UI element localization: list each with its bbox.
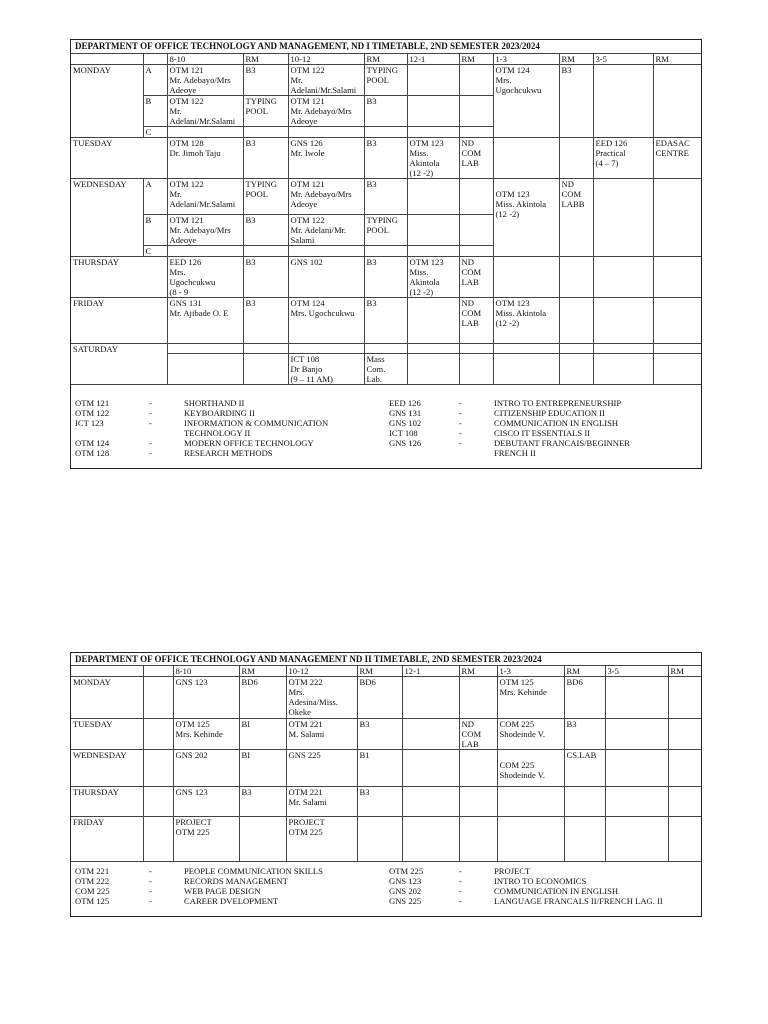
header-rm: RM: [559, 53, 593, 64]
room-cell: B3: [364, 95, 407, 126]
table-row: [71, 787, 701, 817]
nd1-title: DEPARTMENT OF OFFICE TECHNOLOGY AND MANAGEMENT, ND I TIMETABLE, 2ND SEMESTER 2023/2024: [71, 40, 701, 53]
header-3-5: 3-5: [593, 53, 653, 64]
header-3-5: 3-5: [605, 666, 668, 677]
slot-cell: [593, 353, 653, 384]
day-thursday: THURSDAY: [71, 256, 167, 297]
room-cell: ND COM LABB: [559, 178, 593, 256]
nd2-header-row: [71, 666, 701, 677]
slot-cell: [605, 719, 668, 750]
legend-desc: CITIZENSHIP EDUCATION II: [494, 408, 605, 418]
slot-cell: PROJECT OTM 225: [286, 817, 357, 862]
legend-desc: SHORTHAND II: [184, 398, 245, 408]
slot-cell: OTM 123 Miss. Akintola (12 -2): [407, 137, 459, 178]
table-row: [71, 677, 701, 719]
slot-cell: [407, 64, 459, 95]
room-cell: ND COM LAB: [459, 137, 493, 178]
legend-dash: -: [149, 876, 152, 886]
slot-cell: [167, 343, 243, 353]
room-cell: [459, 126, 493, 137]
slot-cell: OTM 122 Mr. Adelani/Mr.Salami: [167, 95, 243, 126]
room-cell: [653, 64, 701, 137]
slot-cell: [493, 343, 559, 353]
header-rm: RM: [459, 53, 493, 64]
slot-cell: [605, 787, 668, 817]
legend-desc: COMMUNICATION IN ENGLISH: [494, 418, 619, 428]
room-cell: B3: [564, 719, 605, 750]
group-cell: [143, 719, 173, 750]
header-rm: RM: [239, 666, 286, 677]
header-cell: [143, 53, 167, 64]
legend-desc: INTRO TO ENTREPRENEURSHIP: [494, 398, 622, 408]
legend-code: ICT 123: [75, 418, 104, 428]
slot-cell: [605, 677, 668, 719]
slot-cell: OTM 121 Mr. Adebayo/Mrs Adeoye: [288, 95, 364, 126]
room-cell: TYPING POOL: [364, 214, 407, 245]
room-cell: [239, 817, 286, 862]
legend-code: OTM 125: [75, 896, 110, 906]
slot-cell: OTM 121 Mr. Adebayo/Mrs Adeoye: [167, 64, 243, 95]
slot-cell: [402, 719, 459, 750]
header-rm: RM: [564, 666, 605, 677]
legend-desc: RESEARCH METHODS: [184, 448, 273, 458]
header-1-3: 1-3: [493, 53, 559, 64]
slot-cell: [605, 817, 668, 862]
slot-cell: OTM 121 Mr. Adebayo/Mrs Adeoye: [288, 178, 364, 214]
legend-desc: INFORMATION & COMMUNICATION TECHNOLOGY II: [184, 418, 329, 438]
header-1-3: 1-3: [497, 666, 564, 677]
nd1-header-row: [71, 53, 701, 64]
slot-cell: [407, 126, 459, 137]
table-row: [71, 64, 701, 95]
header-cell: [71, 53, 143, 64]
slot-cell: OTM 124 Mrs. Ugochcukwu: [288, 297, 364, 343]
legend-dash: -: [149, 896, 152, 906]
slot-cell: [593, 256, 653, 297]
header-cell: [143, 666, 173, 677]
legend-code: OTM 222: [75, 876, 110, 886]
slot-cell: GNS 126 Mr. Iwole: [288, 137, 364, 178]
slot-cell: PROJECT OTM 225: [173, 817, 239, 862]
room-cell: B3: [243, 64, 288, 95]
legend-dash: -: [149, 398, 152, 408]
room-cell: BD6: [564, 677, 605, 719]
room-cell: [653, 343, 701, 353]
room-cell: [459, 178, 493, 214]
slot-cell: COM 225 Shodeinde V.: [497, 750, 564, 787]
room-cell: [564, 817, 605, 862]
slot-cell: GNS 123: [173, 787, 239, 817]
slot-cell: [167, 245, 243, 256]
room-cell: [459, 64, 493, 95]
header-10-12: 10-12: [288, 53, 364, 64]
day-monday: MONDAY: [71, 677, 143, 719]
room-cell: [653, 178, 701, 256]
legend-code: OTM 128: [75, 448, 110, 458]
legend-dash: -: [149, 448, 152, 458]
nd2-course-legend: [71, 866, 701, 914]
room-cell: [459, 353, 493, 384]
slot-cell: [593, 178, 653, 256]
legend-code: GNS 123: [389, 876, 422, 886]
slot-cell: EED 126 Practical (4 – 7): [593, 137, 653, 178]
slot-cell: [407, 245, 459, 256]
room-cell: BI: [239, 750, 286, 787]
room-cell: B3: [243, 297, 288, 343]
room-cell: [459, 214, 493, 245]
room-cell: TYPING POOL: [364, 64, 407, 95]
day-friday: FRIDAY: [71, 817, 143, 862]
room-cell: [364, 343, 407, 353]
room-cell: B3: [364, 256, 407, 297]
room-cell: B3: [243, 214, 288, 245]
slot-cell: [593, 64, 653, 137]
legend-dash: -: [459, 886, 462, 896]
slot-cell: [167, 353, 243, 384]
day-friday: FRIDAY: [71, 297, 167, 343]
legend-desc: KEYBOARDING II: [184, 408, 255, 418]
slot-cell: OTM 122 Mr. Adelani/Mr.Salami: [167, 178, 243, 214]
slot-cell: OTM 123 Miss. Akintola (12 -2): [493, 297, 559, 343]
slot-cell: [407, 343, 459, 353]
room-cell: B3: [239, 787, 286, 817]
room-cell: TYPING POOL: [243, 95, 288, 126]
slot-cell: OTM 122 Mr. Adelani/Mr. Salami: [288, 214, 364, 245]
slot-cell: GNS 131 Mr. Ajibade O. E: [167, 297, 243, 343]
legend-desc: COMMUNICATION IN ENGLISH: [494, 886, 619, 896]
slot-cell: [493, 353, 559, 384]
legend-desc: DEBUTANT FRANCAIS/BEGINNER FRENCH II: [494, 438, 630, 458]
room-cell: [559, 297, 593, 343]
legend-code: GNS 131: [389, 408, 422, 418]
header-12-1: 12-1: [402, 666, 459, 677]
header-8-10: 8-10: [173, 666, 239, 677]
header-rm: RM: [364, 53, 407, 64]
legend-code: GNS 102: [389, 418, 422, 428]
room-cell: TYPING POOL: [243, 178, 288, 214]
nd2-title: DEPARTMENT OF OFFICE TECHNOLOGY AND MANAGEMENT ND II TIMETABLE, 2ND SEMESTER 2023/2024: [71, 653, 701, 666]
table-row: [71, 178, 701, 214]
nd1-timetable-frame: [70, 39, 702, 469]
room-cell: [559, 256, 593, 297]
legend-dash: -: [459, 418, 462, 428]
slot-cell: OTM 121 Mr. Adebayo/Mrs Adeoye: [167, 214, 243, 245]
room-cell: [653, 353, 701, 384]
room-cell: B3: [364, 137, 407, 178]
room-cell: [459, 245, 493, 256]
slot-cell: GNS 123: [173, 677, 239, 719]
slot-cell: OTM 221 Mr. Salami: [286, 787, 357, 817]
room-cell: B3: [559, 64, 593, 137]
room-cell: B3: [364, 178, 407, 214]
room-cell: [668, 677, 701, 719]
slot-cell: [605, 750, 668, 787]
group-label: C: [143, 245, 167, 256]
room-cell: [668, 817, 701, 862]
room-cell: CS.LAB: [564, 750, 605, 787]
room-cell: [364, 245, 407, 256]
slot-cell: OTM 128 Dr. Jimoh Taju: [167, 137, 243, 178]
legend-desc: RECORDS MANAGEMENT: [184, 876, 288, 886]
room-cell: B3: [243, 137, 288, 178]
legend-dash: -: [459, 896, 462, 906]
slot-cell: [167, 126, 243, 137]
group-cell: [143, 787, 173, 817]
group-label: B: [143, 95, 167, 126]
legend-desc: CAREER DVELOPMENT: [184, 896, 279, 906]
room-cell: [459, 817, 497, 862]
room-cell: [459, 750, 497, 787]
wed-1-3-text: OTM 123 Miss. Akintola (12 -2): [495, 188, 547, 219]
room-cell: [653, 297, 701, 343]
room-cell: [559, 343, 593, 353]
room-cell: [668, 787, 701, 817]
slot-cell: [288, 126, 364, 137]
header-rm: RM: [243, 53, 288, 64]
room-cell: [459, 95, 493, 126]
legend-dash: -: [149, 418, 152, 428]
slot-cell: [407, 353, 459, 384]
slot-cell: [493, 178, 559, 256]
nd1-course-legend: [71, 398, 701, 468]
room-cell: [243, 343, 288, 353]
group-label: A: [143, 178, 167, 214]
day-tuesday: TUESDAY: [71, 719, 143, 750]
header-rm: RM: [357, 666, 402, 677]
legend-dash: -: [459, 428, 462, 438]
header-cell: [71, 666, 143, 677]
legend-dash: -: [149, 866, 152, 876]
legend-code: OTM 221: [75, 866, 110, 876]
room-cell: B1: [357, 750, 402, 787]
group-label: C: [143, 126, 167, 137]
slot-cell: [407, 95, 459, 126]
legend-desc: PEOPLE COMMUNICATION SKILLS: [184, 866, 323, 876]
room-cell: [459, 787, 497, 817]
header-rm: RM: [668, 666, 701, 677]
slot-cell: COM 225 Shodeinde V.: [497, 719, 564, 750]
room-cell: [243, 353, 288, 384]
legend-dash: -: [459, 866, 462, 876]
slot-cell: OTM 124 Mrs. Ugochcukwu: [493, 64, 559, 137]
table-row: [71, 817, 701, 862]
legend-desc: INTRO TO ECONOMICS: [494, 876, 587, 886]
legend-desc: LANGUAGE FRANCALS II/FRENCH LAG. II: [494, 896, 663, 906]
day-monday: MONDAY: [71, 64, 143, 137]
legend-code: ICT 108: [389, 428, 418, 438]
nd2-timetable: [71, 653, 701, 862]
legend-code: OTM 122: [75, 408, 110, 418]
header-8-10: 8-10: [167, 53, 243, 64]
slot-cell: OTM 221 M. Salami: [286, 719, 357, 750]
legend-desc: PROJECT: [494, 866, 531, 876]
legend-dash: -: [149, 886, 152, 896]
room-cell: BD6: [357, 677, 402, 719]
nd1-timetable: [71, 40, 701, 385]
legend-code: EED 126: [389, 398, 421, 408]
legend-code: COM 225: [75, 886, 110, 896]
legend-code: OTM 124: [75, 438, 110, 448]
slot-cell: GNS 202: [173, 750, 239, 787]
table-row: [71, 343, 701, 353]
slot-cell: OTM 125 Mrs. Kehinde: [497, 677, 564, 719]
nd2-timetable-frame: [70, 652, 702, 917]
slot-cell: [493, 256, 559, 297]
legend-desc: WEB PAGE DESIGN: [184, 886, 261, 896]
group-cell: [143, 750, 173, 787]
slot-cell: [593, 297, 653, 343]
room-cell: B3: [364, 297, 407, 343]
slot-cell: [288, 245, 364, 256]
slot-cell: ICT 108 Dr Banjo (9 – 11 AM): [288, 353, 364, 384]
slot-cell: OTM 123 Miss. Akintola (12 -2): [407, 256, 459, 297]
room-cell: ND COM LAB: [459, 256, 493, 297]
slot-cell: [288, 343, 364, 353]
table-row: [71, 137, 701, 178]
legend-dash: -: [459, 438, 462, 448]
table-row: [71, 750, 701, 787]
slot-cell: EED 126 Mrs. Ugochcukwu (8 - 9: [167, 256, 243, 297]
slot-cell: GNS 225: [286, 750, 357, 787]
slot-cell: [407, 214, 459, 245]
room-cell: BI: [239, 719, 286, 750]
slot-cell: [497, 787, 564, 817]
room-cell: EDASAC CENTRE: [653, 137, 701, 178]
slot-cell: OTM 122 Mr. Adelani/Mr.Salami: [288, 64, 364, 95]
room-cell: [668, 719, 701, 750]
room-cell: [668, 750, 701, 787]
slot-cell: [407, 297, 459, 343]
legend-dash: -: [149, 408, 152, 418]
legend-desc: MODERN OFFICE TECHNOLOGY: [184, 438, 314, 448]
slot-cell: [402, 787, 459, 817]
header-12-1: 12-1: [407, 53, 459, 64]
day-thursday: THURSDAY: [71, 787, 143, 817]
group-cell: [143, 817, 173, 862]
room-cell: [564, 787, 605, 817]
group-label: A: [143, 64, 167, 95]
room-cell: [559, 137, 593, 178]
room-cell: [459, 677, 497, 719]
room-cell: ND COM LAB: [459, 297, 493, 343]
legend-code: GNS 225: [389, 896, 422, 906]
room-cell: [559, 353, 593, 384]
slot-cell: [402, 817, 459, 862]
header-rm: RM: [653, 53, 701, 64]
day-wednesday: WEDNESDAY: [71, 750, 143, 787]
room-cell: ND COM LAB: [459, 719, 497, 750]
legend-dash: -: [149, 438, 152, 448]
table-row: [71, 719, 701, 750]
room-cell: [364, 126, 407, 137]
legend-code: OTM 121: [75, 398, 110, 408]
legend-dash: -: [459, 876, 462, 886]
header-rm: RM: [459, 666, 497, 677]
room-cell: B3: [357, 787, 402, 817]
room-cell: B3: [243, 256, 288, 297]
day-saturday: SATURDAY: [71, 343, 167, 384]
table-row: [71, 297, 701, 343]
slot-cell: [407, 178, 459, 214]
legend-code: GNS 126: [389, 438, 422, 448]
slot-cell: GNS 102: [288, 256, 364, 297]
slot-cell: [402, 750, 459, 787]
room-cell: Mass Com. Lab.: [364, 353, 407, 384]
slot-cell: [402, 677, 459, 719]
legend-dash: -: [459, 398, 462, 408]
room-cell: [243, 126, 288, 137]
table-row: [71, 256, 701, 297]
day-tuesday: TUESDAY: [71, 137, 167, 178]
room-cell: [357, 817, 402, 862]
legend-desc: CISCO IT ESSENTIALS II: [494, 428, 591, 438]
legend-code: OTM 225: [389, 866, 424, 876]
slot-cell: [497, 817, 564, 862]
legend-code: GNS 202: [389, 886, 422, 896]
room-cell: B3: [357, 719, 402, 750]
slot-cell: [593, 343, 653, 353]
group-label: B: [143, 214, 167, 245]
legend-dash: -: [459, 408, 462, 418]
slot-cell: OTM 222 Mrs. Adesina/Miss. Okeke: [286, 677, 357, 719]
room-cell: [243, 245, 288, 256]
day-wednesday: WEDNESDAY: [71, 178, 143, 256]
slot-cell: OTM 125 Mrs. Kehinde: [173, 719, 239, 750]
room-cell: BD6: [239, 677, 286, 719]
header-10-12: 10-12: [286, 666, 357, 677]
room-cell: [653, 256, 701, 297]
room-cell: [459, 343, 493, 353]
group-cell: [143, 677, 173, 719]
slot-cell: [493, 137, 559, 178]
